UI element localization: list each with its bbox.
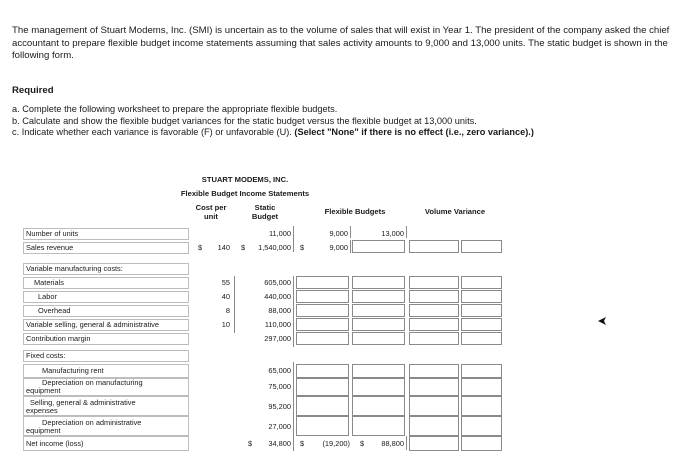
sga-variance-input[interactable] xyxy=(409,396,459,416)
overhead-flex-9000-input[interactable] xyxy=(296,304,349,317)
flex2-border-ni xyxy=(404,436,407,450)
row-label-ni: Net income (loss) xyxy=(26,439,84,448)
rent-flex-13000-input[interactable] xyxy=(352,364,405,378)
row-label-fixed: Fixed costs: xyxy=(26,351,66,360)
cm-variance-input[interactable] xyxy=(409,332,459,345)
row-label-materials: Materials xyxy=(34,278,64,287)
sales-dollar-sign: $ xyxy=(198,243,203,252)
step-a: a. Complete the following worksheet to prepare the appropriate flexible budgets. xyxy=(12,104,338,114)
dep-admin-variance-fu-select[interactable] xyxy=(461,416,502,436)
step-c-note: (Select "None" if there is no effect (i.e., zero variance).) xyxy=(294,127,534,137)
dep-admin-flex-9000-input[interactable] xyxy=(296,416,349,436)
sga-flex-9000-input[interactable] xyxy=(296,396,349,416)
ni-flex-dollar: $ xyxy=(300,439,305,448)
col-static-2: Budget xyxy=(251,212,279,221)
labor-variance-fu-select[interactable] xyxy=(461,290,502,303)
dep-admin-variance-input[interactable] xyxy=(409,416,459,436)
row-label-overhead: Overhead xyxy=(38,306,71,315)
mouse-cursor-icon xyxy=(598,317,606,325)
materials-variance-fu-select[interactable] xyxy=(461,276,502,289)
sales-flex-dollar: $ xyxy=(300,243,305,252)
col-cost-per-unit-1: Cost per xyxy=(195,203,227,212)
statement-title: Flexible Budget Income Statements xyxy=(180,189,310,198)
row-label-sga-2: expenses xyxy=(26,406,58,415)
cpu-column-border xyxy=(232,276,235,333)
flex1-border-units xyxy=(348,226,351,238)
dep-mfg-flex-9000-input[interactable] xyxy=(296,378,349,396)
units-static: 11,000 xyxy=(268,229,291,238)
sales-static-dollar: $ xyxy=(241,243,246,252)
ni-static-dollar: $ xyxy=(248,439,253,448)
required-steps xyxy=(12,104,534,139)
vsga-static: 110,000 xyxy=(264,320,291,329)
labor-static: 440,000 xyxy=(264,292,291,301)
overhead-variance-fu-select[interactable] xyxy=(461,304,502,317)
row-label-vmc: Variable manufacturing costs: xyxy=(26,264,123,273)
row-label-dep-mfg-2: equipment xyxy=(26,386,61,395)
rent-static: 65,000 xyxy=(268,366,291,375)
overhead-cpu: 8 xyxy=(225,306,230,315)
col-static-1: Static xyxy=(254,203,276,212)
rent-variance-input[interactable] xyxy=(409,364,459,378)
sales-flex-9000: 9,000 xyxy=(329,243,348,252)
col-volume-variance: Volume Variance xyxy=(424,207,486,216)
row-label-dep-admin-2: equipment xyxy=(26,426,61,435)
dep-mfg-variance-input[interactable] xyxy=(409,378,459,396)
step-c xyxy=(12,127,534,139)
ni-flex-13000: 88,800 xyxy=(381,439,404,448)
sga-flex-13000-input[interactable] xyxy=(352,396,405,416)
sales-variance-fu-select[interactable] xyxy=(461,240,502,253)
row-label-units: Number of units xyxy=(26,229,79,238)
vsga-flex-9000-input[interactable] xyxy=(296,318,349,331)
row-label-sales: Sales revenue xyxy=(26,243,74,252)
cm-flex-13000-input[interactable] xyxy=(352,332,405,345)
dep-admin-static: 27,000 xyxy=(268,422,291,431)
vsga-cpu: 10 xyxy=(221,320,230,329)
labor-variance-input[interactable] xyxy=(409,290,459,303)
sales-flex-13000-input[interactable] xyxy=(352,240,405,253)
dep-mfg-variance-fu-select[interactable] xyxy=(461,378,502,396)
static-border-bottom xyxy=(291,362,294,451)
sales-static: 1,540,000 xyxy=(258,243,291,252)
row-label-dep-admin-1: Depreciation on administrative xyxy=(42,418,142,427)
ni-variance-input[interactable] xyxy=(409,436,459,451)
labor-flex-9000-input[interactable] xyxy=(296,290,349,303)
dep-mfg-static: 75,000 xyxy=(268,382,291,391)
row-label-labor: Labor xyxy=(38,292,57,301)
materials-flex-13000-input[interactable] xyxy=(352,276,405,289)
ni-variance-fu-select[interactable] xyxy=(461,436,502,451)
overhead-flex-13000-input[interactable] xyxy=(352,304,405,317)
dep-mfg-flex-13000-input[interactable] xyxy=(352,378,405,396)
step-b: b. Calculate and show the flexible budget variances for the static budget versus the flexible budget at 13,000 units. xyxy=(12,115,477,126)
rent-variance-fu-select[interactable] xyxy=(461,364,502,378)
flex2-border-units xyxy=(404,226,407,238)
row-label-dep-mfg-1: Depreciation on manufacturing xyxy=(42,378,143,387)
rent-flex-9000-input[interactable] xyxy=(296,364,349,378)
materials-cpu: 55 xyxy=(221,278,230,287)
vsga-variance-fu-select[interactable] xyxy=(461,318,502,331)
problem-intro: The management of Stuart Modems, Inc. (SMI) is uncertain as to the volume of sales that will exist in Year 1. The president of the company asked the chief accountant to prepare flexible budget income statements assuming that sales activity amounts to 9,000 and 13,000 units. The static budget is shown in the following form. xyxy=(12,25,670,61)
col-flexible-budgets: Flexible Budgets xyxy=(324,207,386,216)
labor-cpu: 40 xyxy=(221,292,230,301)
row-label-vsga: Variable selling, general & administrative xyxy=(26,320,159,329)
materials-variance-input[interactable] xyxy=(409,276,459,289)
sga-variance-fu-select[interactable] xyxy=(461,396,502,416)
labor-flex-13000-input[interactable] xyxy=(352,290,405,303)
dep-admin-flex-13000-input[interactable] xyxy=(352,416,405,436)
overhead-variance-input[interactable] xyxy=(409,304,459,317)
units-flex-13000: 13,000 xyxy=(381,229,404,238)
materials-static: 605,000 xyxy=(264,278,291,287)
cm-flex-9000-input[interactable] xyxy=(296,332,349,345)
static-border-top xyxy=(291,226,294,252)
ni-flex-9000: (19,200) xyxy=(322,439,350,448)
row-label-cm: Contribution margin xyxy=(26,334,91,343)
materials-flex-9000-input[interactable] xyxy=(296,276,349,289)
row-label-rent: Manufacturing rent xyxy=(42,366,104,375)
required-heading: Required xyxy=(12,85,54,96)
sales-variance-input[interactable] xyxy=(409,240,459,253)
col-cost-per-unit-2: unit xyxy=(204,212,218,221)
units-flex-9000: 9,000 xyxy=(329,229,348,238)
cm-static: 297,000 xyxy=(264,334,291,343)
ni-flex2-dollar: $ xyxy=(360,439,365,448)
sales-cpu: 140 xyxy=(217,243,230,252)
sga-static: 95,200 xyxy=(268,402,291,411)
company-name: STUART MODEMS, INC. xyxy=(201,175,289,184)
overhead-static: 88,000 xyxy=(268,306,291,315)
cm-variance-fu-select[interactable] xyxy=(461,332,502,345)
row-label-sga-1: Selling, general & administrative xyxy=(30,398,136,407)
vsga-flex-13000-input[interactable] xyxy=(352,318,405,331)
vsga-variance-input[interactable] xyxy=(409,318,459,331)
ni-static: 34,800 xyxy=(268,439,291,448)
flex1-border-sales xyxy=(348,240,351,253)
step-c-text: c. Indicate whether each variance is favorable (F) or unfavorable (U). xyxy=(12,127,295,137)
static-border-mid xyxy=(291,276,294,347)
